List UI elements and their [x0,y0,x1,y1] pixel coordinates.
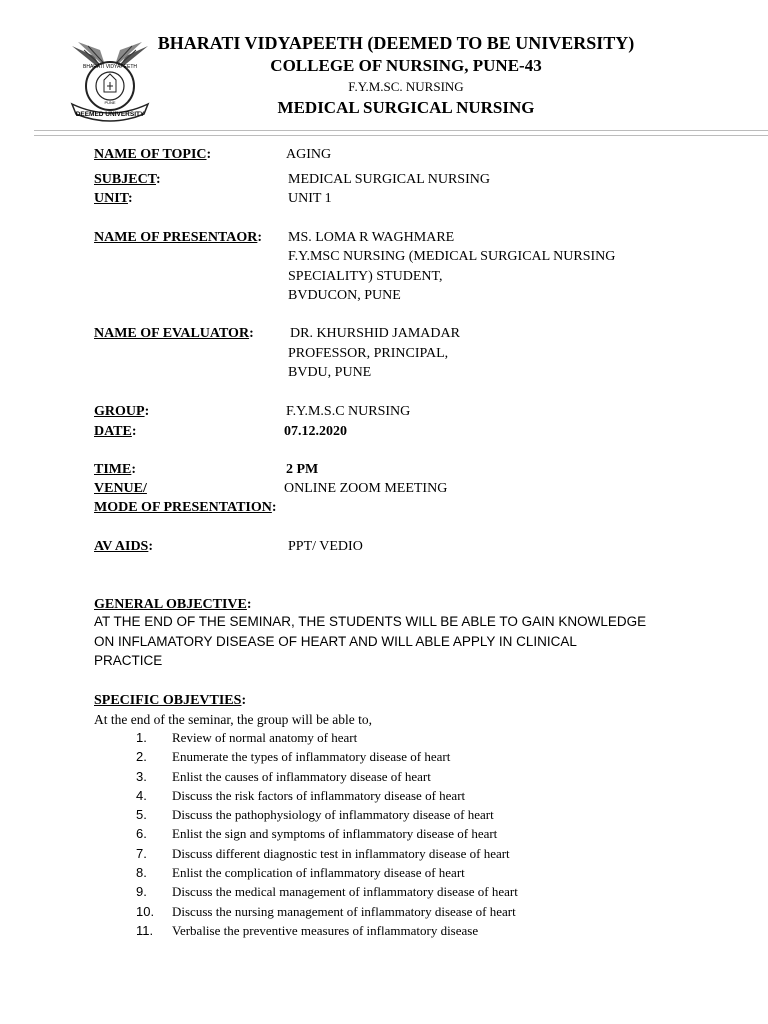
av-aids-label: AV AIDS: [94,539,154,554]
unit-label: UNIT: [94,191,133,206]
topic-label: NAME OF TOPIC: [94,147,212,162]
list-item-number: 5. [136,807,147,823]
presenter-line4: BVDUCON, PUNE [288,288,401,303]
presenter-line1: MS. LOMA R WAGHMARE [288,230,455,245]
list-item-text: Discuss the medical management of inflammatory disease of heart [172,884,518,900]
course-name: F.Y.M.SC. NURSING [348,79,464,94]
list-item-number: 4. [136,787,147,803]
list-item-text: Discuss the pathophysiology of inflammatory disease of heart [172,807,494,823]
list-item-text: Enumerate the types of inflammatory disease of heart [172,749,451,765]
logo-text-bottom: DEEMED UNIVERSITY [75,111,145,118]
list-item-number: 11. [136,922,154,938]
list-item-number: 3. [136,768,147,784]
presenter-label: NAME OF PRESENTAOR: [94,230,263,245]
list-item-number: 1. [136,730,147,745]
unit-value: UNIT 1 [288,191,332,206]
subject-label: SUBJECT: [94,172,161,187]
list-item-text: Review of normal anatomy of heart [172,730,358,745]
evaluator-line1: DR. KHURSHID JAMADAR [290,326,460,341]
header-divider-2 [34,135,768,136]
presenter-line3: SPECIALITY) STUDENT, [288,269,443,284]
mode-label: MODE OF PRESENTATION: [94,500,277,515]
venue-value: ONLINE ZOOM MEETING [284,481,448,496]
venue-label: VENUE/ [94,481,147,496]
specific-objectives-intro: At the end of the seminar, the group will be able to, [94,712,373,727]
list-item-text: Discuss different diagnostic test in inflammatory disease of heart [172,845,510,861]
list-item-text: Enlist the sign and symptoms of inflammatory disease of heart [172,826,498,842]
general-objective-heading: GENERAL OBJECTIVE: [94,597,252,612]
list-item-number: 7. [136,845,147,861]
evaluator-label: NAME OF EVALUATOR: [94,326,254,341]
date-value: 07.12.2020 [284,424,347,439]
list-item-number: 10. [136,903,155,919]
list-item-text: Enlist the complication of inflammatory disease of heart [172,865,465,881]
time-label: TIME: [94,462,137,477]
list-item-number: 8. [136,865,147,881]
evaluator-line2: PROFESSOR, PRINCIPAL, [288,346,449,361]
list-item-number: 2. [136,749,147,765]
list-item-text: Discuss the risk factors of inflammatory disease of heart [172,787,466,803]
college-name: COLLEGE OF NURSING, PUNE-43 [270,56,542,75]
list-item-text: Verbalise the preventive measures of inflammatory disease [172,922,479,938]
list-item-text: Enlist the causes of inflammatory disease of heart [172,768,431,784]
logo-text-top: BHARATI VIDYAPEETH [83,64,137,70]
logo-text-city: PUNE [104,100,116,105]
presenter-line2: F.Y.MSC NURSING (MEDICAL SURGICAL NURSING [288,249,616,264]
evaluator-line3: BVDU, PUNE [288,365,372,380]
specific-objectives-heading: SPECIFIC OBJEVTIES: [94,693,247,708]
group-label: GROUP: [94,404,150,419]
date-label: DATE: [94,424,137,439]
general-objective-line1: AT THE END OF THE SEMINAR, THE STUDENTS WILL BE ABLE TO GAIN KNOWLEDGE [94,614,647,629]
list-item-number: 6. [136,826,147,842]
list-item-text: Discuss the nursing management of inflammatory disease of heart [172,903,516,919]
subject-value: MEDICAL SURGICAL NURSING [288,172,490,187]
university-name: BHARATI VIDYAPEETH (DEEMED TO BE UNIVERSITY) [157,33,635,53]
av-aids-value: PPT/ VEDIO [288,539,363,554]
list-item-number: 9. [136,884,147,900]
general-objective-line2: ON INFLAMATORY DISEASE OF HEART AND WILL ABLE APPLY IN CLINICAL [94,634,577,649]
time-value: 2 PM [286,462,319,477]
subject-title: MEDICAL SURGICAL NURSING [277,98,535,117]
group-value: F.Y.M.S.C NURSING [286,404,411,419]
header-divider [34,130,768,131]
general-objective-line3: PRACTICE [94,653,163,668]
topic-value: AGING [286,147,332,162]
